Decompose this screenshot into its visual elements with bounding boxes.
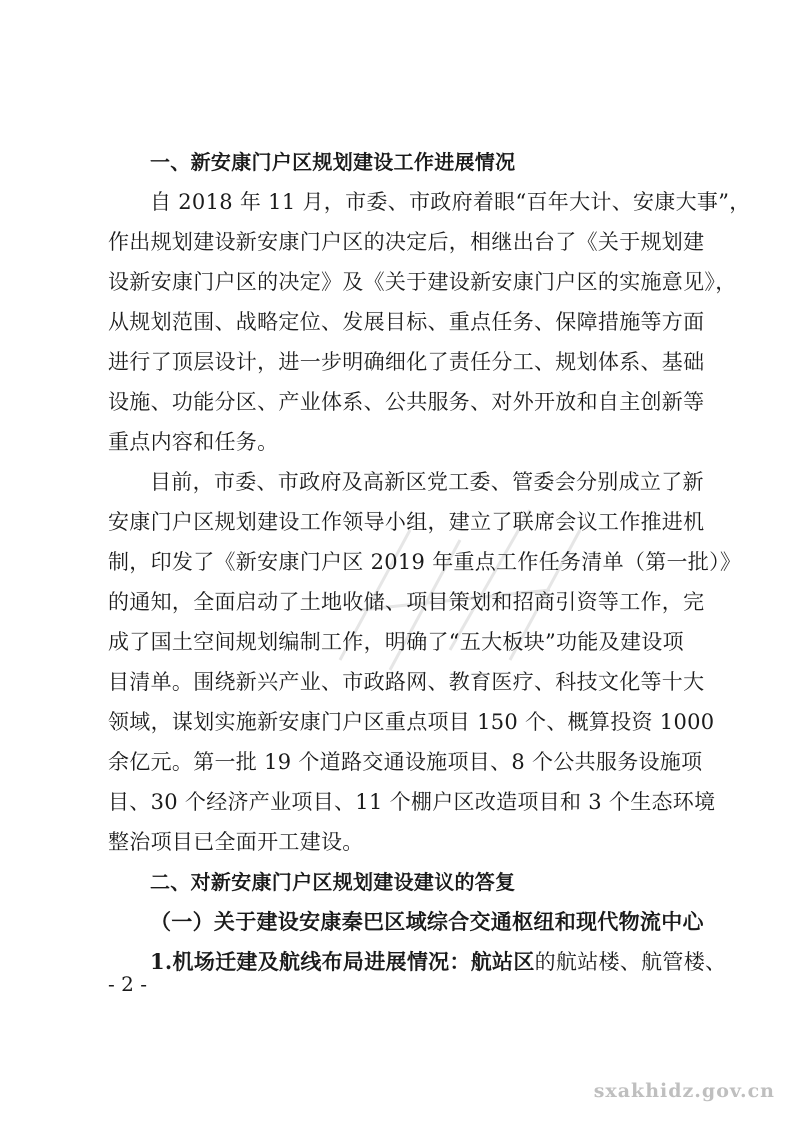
- item-1-line: [108, 942, 727, 982]
- paragraph-2-line: 余亿元。第一批 19 个道路交通设施项目、8 个公共服务设施项: [108, 750, 703, 774]
- section-heading-2: 二、对新安康门户区规划建设建议的答复: [150, 870, 516, 894]
- paragraph-1-line: 自 2018 年 11 月，市委、市政府着眼“百年大计、安康大事”，: [150, 190, 751, 214]
- paragraph-1-line: 设新安康门户区的决定》及《关于建设新安康门户区的实施意见》，: [108, 270, 737, 294]
- paragraph-2-line: 目、30 个经济产业项目、11 个棚户区改造项目和 3 个生态环境: [108, 790, 716, 814]
- document-body: [108, 142, 751, 982]
- paragraph-2-line: 目前，市委、市政府及高新区党工委、管委会分别成立了新: [150, 470, 704, 494]
- paragraph-1-line: 进行了顶层设计，进一步明确细化了责任分工、规划体系、基础: [108, 350, 705, 374]
- watermark-url: sxakhidz.gov.cn: [593, 1080, 775, 1102]
- paragraph-2-line: 的通知，全面启动了土地收储、项目策划和招商引资等工作，完: [108, 590, 705, 614]
- paragraph-2-line: 安康门户区规划建设工作领导小组，建立了联席会议工作推进机: [108, 510, 705, 534]
- paragraph-2-line: 整治项目已全面开工建设。: [108, 830, 364, 854]
- section-heading-1: 一、新安康门户区规划建设工作进展情况: [150, 150, 516, 174]
- sub-heading: （一）关于建设安康秦巴区域综合交通枢纽和现代物流中心: [150, 909, 704, 934]
- paragraph-1-line: 重点内容和任务。: [108, 430, 279, 454]
- paragraph-2-line: 制，印发了《新安康门户区 2019 年重点工作任务清单（第一批）》: [108, 550, 742, 574]
- item-1-rest: 的航站楼、航管楼、: [534, 950, 727, 974]
- paragraph-2-line: 成了国土空间规划编制工作，明确了“五大板块”功能及建设项: [108, 630, 684, 654]
- paragraph-1-line: 作出规划建设新安康门户区的决定后，相继出台了《关于规划建: [108, 230, 705, 254]
- paragraph-2-line: 目清单。围绕新兴产业、市政路网、教育医疗、科技文化等十大: [108, 670, 705, 694]
- item-1-bold: 1.机场迁建及航线布局进展情况：航站区: [150, 949, 535, 974]
- paragraph-1-line: 设施、功能分区、产业体系、公共服务、对外开放和自主创新等: [108, 390, 705, 414]
- paragraph-2-line: 领域，谋划实施新安康门户区重点项目 150 个、概算投资 1000: [108, 710, 715, 734]
- paragraph-1-line: 从规划范围、战略定位、发展目标、重点任务、保障措施等方面: [108, 310, 705, 334]
- page-number: - 2 -: [108, 972, 147, 996]
